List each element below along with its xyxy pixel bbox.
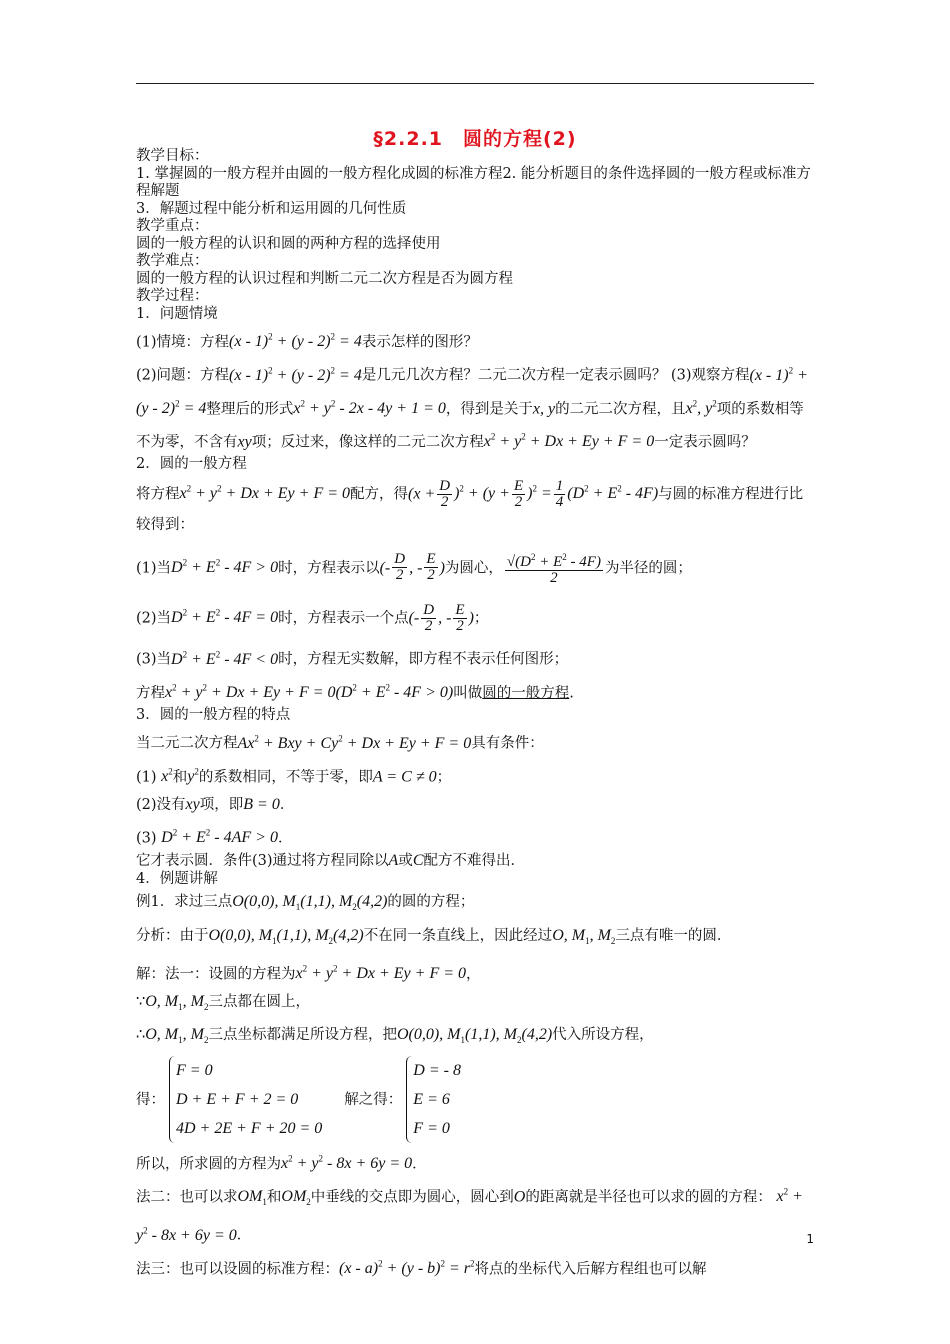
text-line: 教学过程： (136, 288, 209, 304)
text-line: (2)没有xy项，即B = 0． (136, 796, 295, 814)
text-line: (3) $D^2 + E^2 - 4AF > 0$． (136, 828, 293, 847)
text-line: 教学重点： (136, 218, 209, 234)
text-line: 法三：也可以设圆的标准方程：$(x - a)^2 + (y - b)^2 = r^2$将点的坐标代入后解方程组也可以解 (136, 1258, 707, 1278)
section-heading: 3．圆的一般方程的特点 (136, 706, 291, 723)
text-line: 1．问题情境 (136, 305, 218, 322)
text-line: (2)问题：方程(x - 1)$^2$ + (y - 2)$^2$ = 4是几元几次方程？二元二次方程一定表示圆吗？ (3)观察方程(x - 1)$^2$ + (y - 2)$^2$ = 4整理后的形式$x^2 + y^2 - 2x - 4y + 1 = 0$，得到是关于x, y的二元二次方程，且$x^2$, $y^2$项的系数相等不为零，不含有xy项；反过来，像这样的二元二次方程$x^2 + y^2 + Dx + Ey + F = 0$一定表示圆吗？ (136, 365, 808, 451)
text-line: (3)当$D^2 + E^2 - 4F < 0$时，方程无实数解，即方程不表示任何图形； (136, 649, 569, 668)
text-line: 它才表示圆．条件(3)通过将方程同除以A或C配方不难得出． (136, 852, 525, 870)
text-line: (1) $x^2$和$y^2$的系数相同，不等于零，即A = C ≠ 0； (136, 766, 452, 786)
equation-system: F = 0 D + E + F + 2 = 0 4D + 2E + F + 20 = 0 (169, 1056, 322, 1143)
page-title: §2.2.1 圆的方程(2) (373, 128, 577, 150)
text-line: 圆的一般方程的认识和圆的两种方程的选择使用 (136, 235, 441, 252)
text-line: (1)当$D^2 + E^2 - 4F > 0$时，方程表示以(- $\frac{D}{2}$ , - $\frac{E}{2}$ )为圆心， $\frac{√(D^2 + E^2 - 4F)}{2}$ 为半径的圆； (136, 551, 692, 586)
text-line: 所以，所求圆的方程为$x^2 + y^2 - 8x + 6y = 0$． (136, 1153, 427, 1172)
section-heading: 2．圆的一般方程 (136, 456, 247, 473)
text-line: 例1．求过三点O(0,0), $M_1(1,1)$, $M_2(4,2)$的圆的方程； (136, 893, 475, 913)
text-line: 解：法一：设圆的方程为$x^2 + y^2 + Dx + Ey + F = 0$， (136, 963, 481, 983)
page-number: 1 (806, 1232, 814, 1246)
text-line: 方程$x^2 + y^2 + Dx + Ey + F = 0(D^2 + E^2 - 4F > 0)$叫做圆的一般方程. (136, 682, 574, 701)
document-body (136, 148, 816, 1283)
text-line: 3．解题过程中能分析和运用圆的几何性质 (136, 200, 407, 217)
text-line: 教学目标： (136, 148, 209, 164)
text-line: (1)情境：方程(x - 1)$^2$ + (y - 2)$^2$ = 4表示怎样的图形？ (136, 332, 478, 351)
solution-system: D = - 8 E = 6 F = 0 (406, 1056, 461, 1143)
text-line: ∵O, $M_1$, $M_2$三点都在圆上， (136, 993, 310, 1013)
text-line: 分析：由于O(0,0), $M_1(1,1)$, $M_2(4,2)$不在同一条直线上，因此经过O, $M_1$, $M_2$三点有唯一的圆． (136, 926, 732, 946)
header-rule (136, 83, 814, 84)
equation-system-line: 得： F = 0 D + E + F + 2 = 0 4D + 2E + F + 20 = 0 解之得： D = - 8 E = 6 F = 0 (136, 1055, 816, 1145)
text-line: (2)当$D^2 + E^2 - 4F = 0$时，方程表示一个点(- $\frac{D}{2}$ , - $\frac{E}{2}$ )； (136, 601, 489, 634)
text-line: 教学难点： (136, 253, 209, 269)
text-line: 将方程$x^2 + y^2 + Dx + Ey + F = 0$配方，得(x + $\frac{D}{2}$ )$^2$ + (y + $\frac{E}{2}$ )$^2$ = $\frac{1}{4}$ $(D^2 + E^2 - 4F)$与圆的标准方程进行比较得到： (136, 477, 804, 533)
text-line: 当二元二次方程$Ax^2$ + Bxy + $Cy^2 + Dx + Ey + F = 0$具有条件： (136, 733, 544, 752)
text-line: ∴O, $M_1$, $M_2$三点坐标都满足所设方程，把O(0,0), $M_1(1,1)$, $M_2(4,2)$代入所设方程， (136, 1026, 654, 1046)
text-line: 法二：也可以求$OM_1$和$OM_2$中垂线的交点即为圆心，圆心到O的距离就是半径也可以求的圆的方程： $x^2 + y^2 - 8x + 6y = 0$． (136, 1186, 803, 1244)
text-line: 圆的一般方程的认识过程和判断二元二次方程是否为圆方程 (136, 270, 513, 287)
section-heading: 4．例题讲解 (136, 870, 218, 887)
text-line: 1. 掌握圆的一般方程并由圆的一般方程化成圆的标准方程2. 能分析题目的条件选择圆的一般方程或标准方程解题 (136, 165, 811, 199)
